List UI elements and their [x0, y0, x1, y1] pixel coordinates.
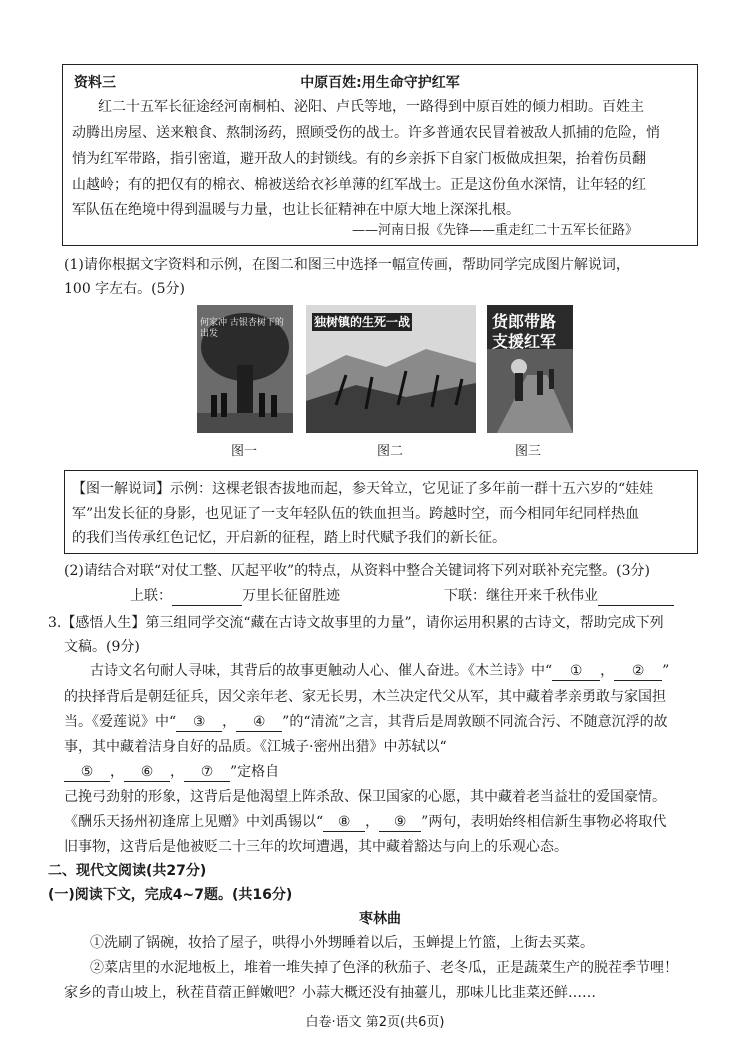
- couplet-upper-label: 上联：: [130, 588, 172, 604]
- q3-para-line-6: [64, 813, 666, 832]
- q3-para-line-7: 旧事物，这背后是他被贬二十三年的坎坷遭遇，其中藏着豁达与向上的乐观心态。: [64, 839, 568, 855]
- article-title: 枣林曲: [359, 911, 401, 927]
- couplet-upper-text: 万里长征留胜迹: [242, 588, 340, 604]
- couplet-upper: [130, 587, 340, 606]
- blank-5[interactable]: ⑤: [64, 763, 110, 782]
- material-line-3: 悄为红军带路，指引密道，避开敌人的封锁线。有的乡亲拆下自家门板做成担架，抬着伤员翻: [72, 151, 646, 167]
- figure-one-caption: 图一: [231, 444, 258, 459]
- figure-three-overlay: 货郎带路 支援红军: [492, 312, 557, 351]
- q3-text-4b: ”定格自: [230, 764, 280, 780]
- material-line-5: 军队伍在绝境中得到温暖与力量，也让长征精神在中原大地上深深扎根。: [72, 202, 520, 218]
- material-line-4: 山越岭；有的把仅有的棉衣、棉被送给衣衫单薄的红军战士。正是这份鱼水深情，让年轻的红: [72, 177, 646, 193]
- q3-para-line-5: 己挽弓劲射的形象，这背后是他渴望上阵杀敌、保卫国家的心愿，其中藏着老当益壮的爱国豪情。: [64, 789, 666, 805]
- material-line-2: 动腾出房屋、送来粮食、熬制汤药，照顾受伤的战士。许多普通农民冒着被敌人抓捕的危险，悄: [72, 125, 660, 141]
- section-two-subheading: (一)阅读下文，完成4~7题。(共16分): [48, 887, 293, 903]
- blank-9[interactable]: ⑨: [379, 813, 421, 832]
- couplet-lower-blank[interactable]: [598, 587, 674, 606]
- q3-text-6b: ”两句，表明始终相信新生事物必将取代: [421, 814, 667, 830]
- article-para-1: ①洗刷了锅碗，妆拾了屋子，哄得小外甥睡着以后，玉蝉提上竹篮，上街去买菜。: [90, 935, 594, 951]
- material-source: ——河南日报《先锋——重走红二十五军长征路》: [352, 223, 639, 238]
- q3-para-line-3: [64, 713, 668, 732]
- q3-line-1: 3.【感悟人生】第三组同学交流“藏在古诗文故事里的力量”，请你运用积累的古诗文，帮助完成下列: [48, 615, 664, 631]
- q3-para-line-4: 事，其中藏着洁身自好的品质。《江城子·密州出猎》中苏轼以“: [64, 739, 447, 755]
- couplet-lower-label: 下联：继往开来千秋伟业: [444, 588, 598, 604]
- material-line-1: 红二十五军长征途经河南桐柏、泌阳、卢氏等地，一路得到中原百姓的倾力相助。百姓主: [98, 99, 644, 115]
- example-line-1: 【图一解说词】示例：这棵老银杏拔地而起，参天耸立，它见证了多年前一群十五六岁的“娃娃: [72, 481, 654, 497]
- quote-end-1: ”: [662, 663, 670, 679]
- q3-text-1: 古诗文名句耐人寻味，其背后的故事更触动人心、催人奋进。《木兰诗》中“: [90, 663, 553, 679]
- q3-para-line-2: 的抉择背后是朝廷征兵，因父亲年老、家无长男，木兰决定代父从军，其中藏着孝亲勇敢与家国担: [64, 689, 666, 705]
- couplet-upper-blank[interactable]: [172, 587, 242, 606]
- comma-5: ，: [110, 764, 124, 780]
- blank-3[interactable]: ③: [176, 713, 222, 732]
- q3-text-3a: 当。《爱莲说》中“: [64, 714, 177, 730]
- example-line-2: 军”出发长征的身影，也见证了一支年轻队伍的铁血担当。跨越时空，而今相同年纪同样热血: [72, 506, 640, 522]
- blank-2[interactable]: ②: [614, 662, 662, 681]
- figure-two-overlay: 独树镇的生死一战: [314, 315, 411, 329]
- comma-8: ，: [365, 814, 380, 830]
- blank-1[interactable]: ①: [552, 662, 600, 681]
- q3-line-2: 文稿。(9分): [64, 639, 140, 655]
- figure-three-caption: 图三: [515, 444, 542, 459]
- q3-para-line-4b: [64, 763, 279, 782]
- example-line-3: 的我们当传承红色记忆，开启新的征程，踏上时代赋予我们的新长征。: [72, 530, 506, 546]
- article-para-3: 家乡的青山坡上，秋茬苜蓿正鲜嫩吧？小蒜大概还没有抽薹儿，那味儿比韭菜还鲜……: [64, 985, 596, 1001]
- q1-line-1: (1)请你根据文字资料和示例，在图二和图三中选择一幅宣传画，帮助同学完成图片解说词，: [64, 257, 630, 273]
- blank-6[interactable]: ⑥: [124, 763, 170, 782]
- blank-8[interactable]: ⑧: [323, 813, 365, 832]
- article-para-2: ②菜店里的水泥地板上，堆着一堆失掉了色泽的秋茄子、老冬瓜，正是蔬菜生产的脱茬季节哩！: [90, 960, 678, 976]
- figure-two-caption: 图二: [377, 444, 404, 459]
- material-title: 中原百姓:用生命守护红军: [300, 75, 460, 91]
- q2-text: (2)请结合对联“对仗工整、仄起平收”的特点，从资料中整合关键词将下列对联补充完整。(3分): [64, 563, 650, 579]
- figure-one-overlay: 何家冲 古银杏树下的出发: [200, 318, 284, 339]
- q1-line-2: 100 字左右。(5分): [64, 281, 186, 297]
- q3-para-line-1: [90, 662, 669, 681]
- blank-4[interactable]: ④: [236, 713, 282, 732]
- section-two-heading: 二、现代文阅读(共27分): [48, 863, 207, 879]
- page-footer: 白卷·语文 第2页(共6页): [305, 1015, 445, 1030]
- comma-6: ，: [170, 764, 184, 780]
- q3-text-3b: ”的“清流”之言，其背后是周敦颐不同流合污、不随意沉浮的故: [282, 714, 668, 730]
- comma-1: ，: [600, 663, 615, 679]
- material-label: 资料三: [74, 75, 116, 91]
- comma-3: ，: [222, 714, 237, 730]
- blank-7[interactable]: ⑦: [184, 763, 230, 782]
- couplet-lower: [444, 587, 674, 606]
- q3-text-6a: 《酬乐天扬州初逢席上见赠》中刘禹锡以“: [64, 814, 324, 830]
